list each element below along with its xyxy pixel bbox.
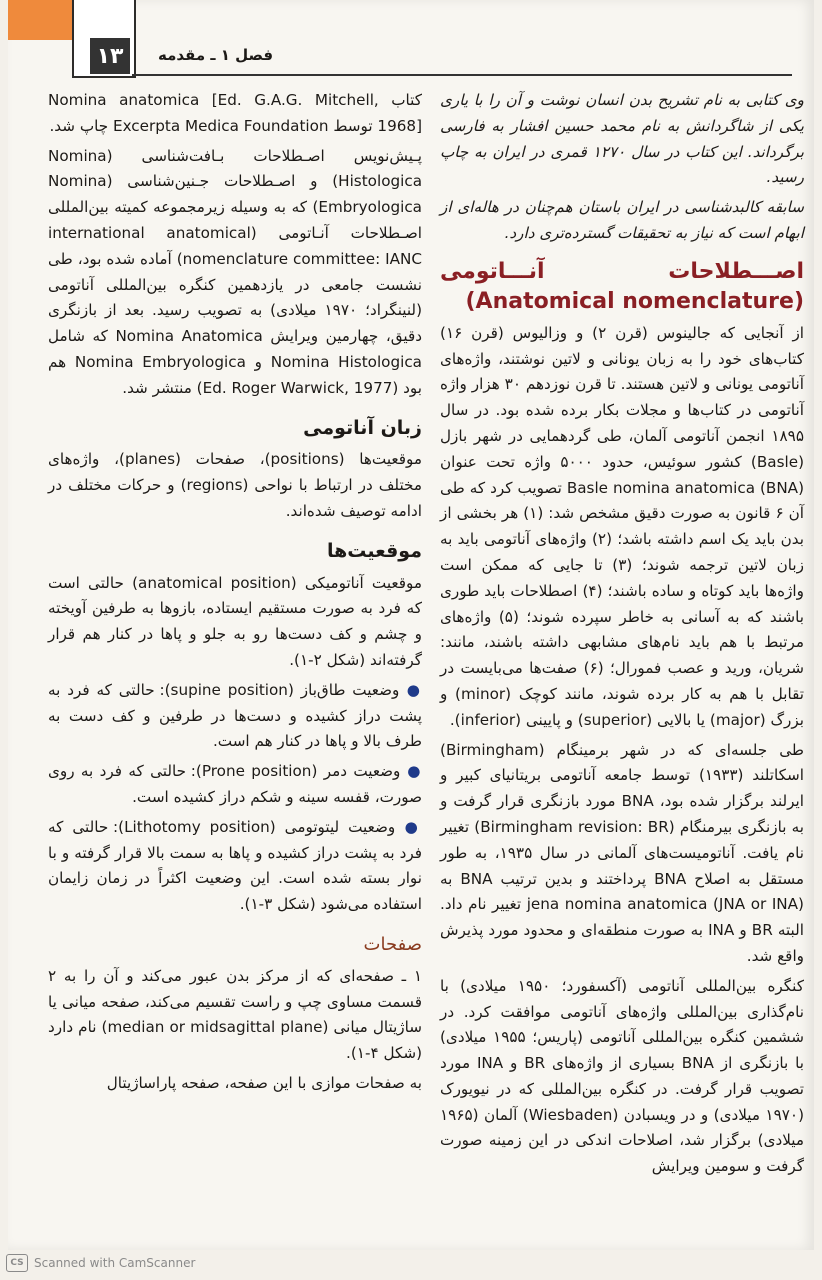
- page-number: ۱۳: [90, 38, 130, 74]
- bullet-dot-icon: ●: [395, 817, 422, 836]
- heading-anatomy-language: زبان آناتومی: [303, 416, 422, 439]
- left-column: [48, 88, 422, 1101]
- nomenclature-paragraph-2: طی جلسه‌ای که در شهر برمینگام (Birmingham) اسکاتلند (۱۹۳۳) توسط جامعه آناتومی بریتانیای کبیر و ایرلند برگزار شده بود، BNA مورد بازنگری قرار گرفت و به بازنگری بیرمنگام (Birmingham revision: BR) تغییر نام یافت. آناتومیست‌های آلمانی در سال ۱۹۳۵، به طور مستقل به اصلاح BNA پرداختند و بدین ترتیب BNA به jena nomina anatomica (JNA or INA) تغییر نام داد. البته BR و INA به صورت منطقه‌ای و محدود مورد پذیرش واقع شد.: [440, 740, 804, 965]
- planes-paragraph-1: ۱ ـ صفحه‌ای که از مرکز بدن عبور می‌کند و آن را به ۲ قسمت مساوی چپ و راست تقسیم می‌کند، صفحه میانی یا ساژیتال میانی (median or midsagittal plane) نام دارد (شکل ۴-۱).: [48, 966, 422, 1063]
- history-paragraph: سابقه کالبدشناسی در ایران باستان هم‌چنان در هاله‌ای از ابهام است که نیاز به تحقیقات گسترده‌تری دارد.: [440, 198, 804, 242]
- nomenclature-paragraph-1: از آنجایی که جالینوس (قرن ۲) و وزالیوس (قرن ۱۶) کتاب‌های خود را به زبان یونانی و لاتین نوشتند، واژه‌های آناتومی یونانی و لاتین هستند. تا قرن نوزدهم ۳۰ هزار واژه آناتومی در کتاب‌ها و مجلات بکار برده شده بود. در سال ۱۸۹۵ انجمن آناتومی آلمان، طی گردهمایی در شهر بازل (Basle) کشور سوئیس، حدود ۵۰۰۰ واژه تحت عنوان Basle nomina anatomica (BNA) تصویب کرد که طی آن ۶ قانون به صورت دقیق مشخص شد: (۱) هر بخشی از بدن باید یک اسم داشته باشد؛ (۲) واژه‌های آناتومی باید به زبان لاتین ترجمه شوند؛ (۳) تا جایی که ممکن است واژه‌ها باید کوتاه و ساده باشند؛ (۴) اصطلاحات باید طوری باشند که به آسانی به خاطر سپرده شوند؛ (۵) واژه‌های مرتبط با هم باید نام‌های مشابهی داشته باشند، مانند: شریان، ورید و عصب فمورال؛ (۶) صفت‌ها می‌بایست در تقابل با هم به کار برده شوند، مانند کوچک (minor) و بزرگ (major) یا بالایی (superior) و پایینی (inferior).: [440, 323, 805, 729]
- intro-paragraph: وی کتابی به نام تشریح بدن انسان نوشت و آن را با یاری یکی از شاگردانش به نام محمد حسین افشار به فارسی برگرداند. این کتاب در سال ۱۲۷۰ قمری در ایران به چاپ رسید.: [440, 91, 804, 187]
- bullet-dot-icon: ●: [399, 680, 422, 699]
- scanner-text: Scanned with CamScanner: [34, 1256, 196, 1270]
- bullet-lithotomy-text: وضعیت لیتوتومی (Lithotomy position): حالتی که فرد به پشت دراز کشیده و پاها به سمت بالا قرار گرفته و با نوار بسته شده است. این وضعیت اکثراً در زمان زایمان استفاده می‌شود (شکل ۳-۱).: [48, 817, 422, 914]
- section-title-nomenclature: اصـــطلاحات آنـــاتومی (Anatomical nomenclature): [440, 258, 804, 314]
- anatomical-position-paragraph: موقعیت آناتومیکی (anatomical position) حالتی است که فرد به صورت مستقیم ایستاده، بازوها به طرفین آویخته و چشم و کف دست‌ها رو به جلو و پاها در کنار هم قرار گرفته‌اند (شکل ۲-۱).: [48, 573, 422, 669]
- bullet-supine: [48, 678, 422, 755]
- header-rule: [132, 74, 792, 76]
- camscanner-logo-icon: CS: [6, 1254, 28, 1272]
- bullet-prone: [48, 759, 422, 811]
- nomenclature-paragraph-3: کنگره بین‌المللی آناتومی (آکسفورد؛ ۱۹۵۰ میلادی) با نام‌گذاری بین‌المللی واژه‌های آناتومی موافقت کرد. در ششمین کنگره بین‌المللی آناتومی (پاریس؛ ۱۹۵۵ میلادی) با بازنگری از BNA بسیاری از واژه‌های BR و INA مورد تصویب قرار گرفت. در کنگره بین‌المللی که در نیویورک (۱۹۷۰ میلادی) و در ویسبادن (Wiesbaden) آلمان (۱۹۶۵ میلادی) برگزار شد، اصلاحات اندکی در این زمینه صورت گرفت و سومین ویرایش: [440, 976, 805, 1176]
- heading-planes: صفحات: [363, 933, 422, 955]
- planes-paragraph-2: به صفحات موازی با این صفحه، صفحه پاراساژیتال: [106, 1073, 422, 1092]
- bullet-lithotomy: [48, 815, 422, 918]
- nomina-paragraph: پـیش‌نویس اصـطلاحات بـافت‌شناسی (Nomina Histologica) و اصـطلاحات جـنین‌شناسی (Nomina Embryologica) که به وسیله زیرمجموعه کمیته بین‌المللی اصـطلاحات آنـاتومی (international anatomical nomenclature committee: IANC) آماده شده بود، طی نشست جامعی در یازدهمین کنگره بین‌المللی آناتومی (لنینگراد؛ ۱۹۷۰ میلادی) به تصویب رسید. بعد از بازنگری دقیق، چهارمین ویرایش Nomina Anatomica که شامل Nomina Histologica و Nomina Embryologica هم بود (Ed. Roger Warwick, 1977) منتشر شد.: [48, 146, 422, 397]
- book-page: [8, 0, 814, 1250]
- chapter-title: فصل ۱ ـ مقدمه: [158, 46, 274, 64]
- bullet-dot-icon: ●: [400, 762, 422, 781]
- bullet-prone-text: وضعیت دمر (Prone position): حالتی که فرد به روی صورت، قفسه سینه و شکم دراز کشیده است.: [48, 762, 422, 806]
- bullet-supine-text: وضعیت طاق‌باز (supine position): حالتی که فرد به پشت دراز کشیده و دست‌ها در طرفین و کف دست به طرف بالا و پاها در کنار هم است.: [48, 680, 422, 751]
- scanner-watermark: [6, 1254, 195, 1272]
- chapter-corner-tab: [8, 0, 74, 40]
- anatomy-language-paragraph: موقعیت‌ها (positions)، صفحات (planes)، واژه‌های مختلف در ارتباط با نواحی (regions) و حرکات مختلف در ادامه توصیف شده‌اند.: [48, 450, 422, 520]
- heading-positions: موقعیت‌ها: [326, 539, 422, 562]
- right-column: [440, 88, 804, 1184]
- mitchell-paragraph: کتاب Nomina anatomica [Ed. G.A.G. Mitchell, 1968] توسط Excerpta Medica Foundation چاپ شد.: [48, 91, 422, 135]
